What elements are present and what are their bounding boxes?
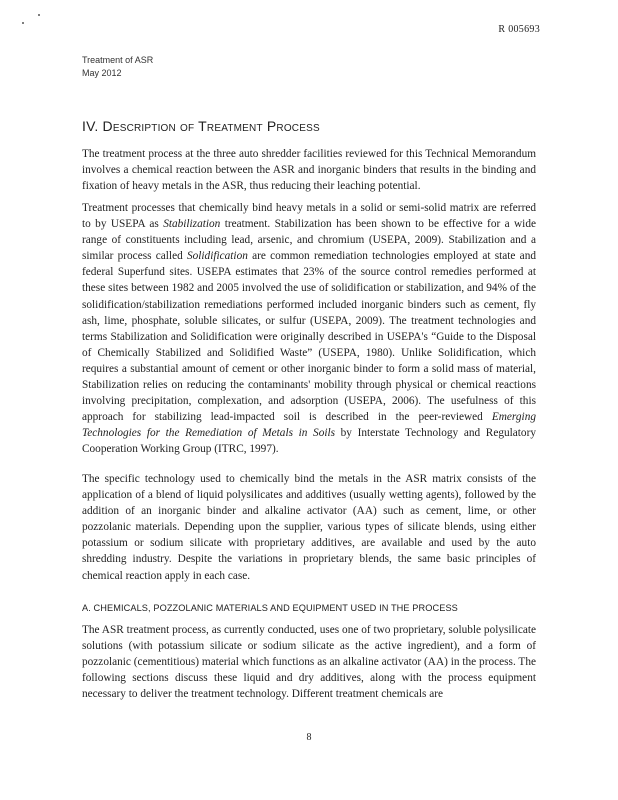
term-stabilization: Stabilization	[163, 218, 221, 231]
scan-speck	[38, 14, 40, 16]
page-number: 8	[306, 732, 312, 743]
header-doc-title: Treatment of ASR	[82, 55, 154, 65]
paragraph-2-text: treatment. Stabilization has been shown to be effective for a wide range of constituents including lead, arsenic, and chromium (USEPA, 2009). Stabilization and a similar process called	[82, 218, 536, 263]
paragraph-3: The specific technology used to chemically bind the metals in the ASR matrix consists of the application of a blend of liquid polysilicates and additives (usually wetting agents), followed by the addition of an inorganic binder and alkaline activator (AA) such as cement, lime, or other pozzolanic materials. Depending upon the supplier, various types of silicate blends, using either potassium or sodium silicate with proprietary additives, are available and used by the auto shredding industry. Despite the variations in proprietary blends, the same basic principles of chemical reaction apply in each case.	[82, 473, 536, 582]
running-header	[82, 54, 153, 80]
term-solidification: Solidification	[186, 250, 248, 263]
subsection-title: A. CHEMICALS, POZZOLANIC MATERIALS AND EQUIPMENT USED IN THE PROCESS	[82, 603, 458, 613]
paragraph-2-text: Treatment processes that chemically bind heavy metals in a solid or semi-solid matrix are referred to by USEPA as	[82, 202, 536, 231]
paragraph-2	[82, 200, 536, 458]
cited-publication-title: Emerging Technologies for the Remediation of Metals in Soils	[82, 411, 536, 440]
paragraph-2-text: are common remediation technologies employed at state and federal Superfund sites. USEPA estimates that 23% of the source control remedies performed at these sites between 1982 and 2005 involved the use of solidification or stabilization, and 94% of the solidification/stabilization remediations performed included inorganic binders such as cement, fly ash, lime, phosphate, soluble silicates, or sulfur (USEPA, 2009). The treatment technologies and terms Stabilization and Solidification were originally described in USEPA's “Guide to the Disposal of Chemically Stabilized and Solidified Waste” (USEPA, 1980). Unlike Solidification, which requires a substantial amount of cement or other inorganic binder to form a solid mass of material, Stabilization relies on reducing the contaminants' mobility through physical or chemical reactions involving precipitation, complexation, and adsorption (USEPA, 2006). The usefulness of this approach for stabilizing lead-impacted soil is described in the peer-reviewed	[82, 250, 536, 424]
header-date: May 2012	[82, 68, 122, 78]
bates-number: R 005693	[498, 24, 540, 35]
paragraph-2-text: by Interstate Technology and Regulatory Cooperation Working Group (ITRC, 1997).	[82, 427, 536, 456]
section-title: IV. Description of Treatment Process	[82, 118, 320, 134]
scan-speck	[22, 22, 24, 24]
paragraph-1: The treatment process at the three auto shredder facilities reviewed for this Technical Memorandum involves a chemical reaction between the ASR and inorganic binders that results in the binding and fixation of heavy metals in the ASR, thus reducing their leaching potential.	[82, 148, 536, 193]
paragraph-4: The ASR treatment process, as currently conducted, uses one of two proprietary, soluble polysilicate solutions (with potassium silicate or sodium silicate as the active ingredient), and a form of pozzolanic (cementitious) material which functions as an alkaline activator (AA) in the process. The following sections discuss these liquid and dry additives, along with the process equipment necessary to deliver the treatment technology. Different treatment chemicals are	[82, 624, 536, 701]
